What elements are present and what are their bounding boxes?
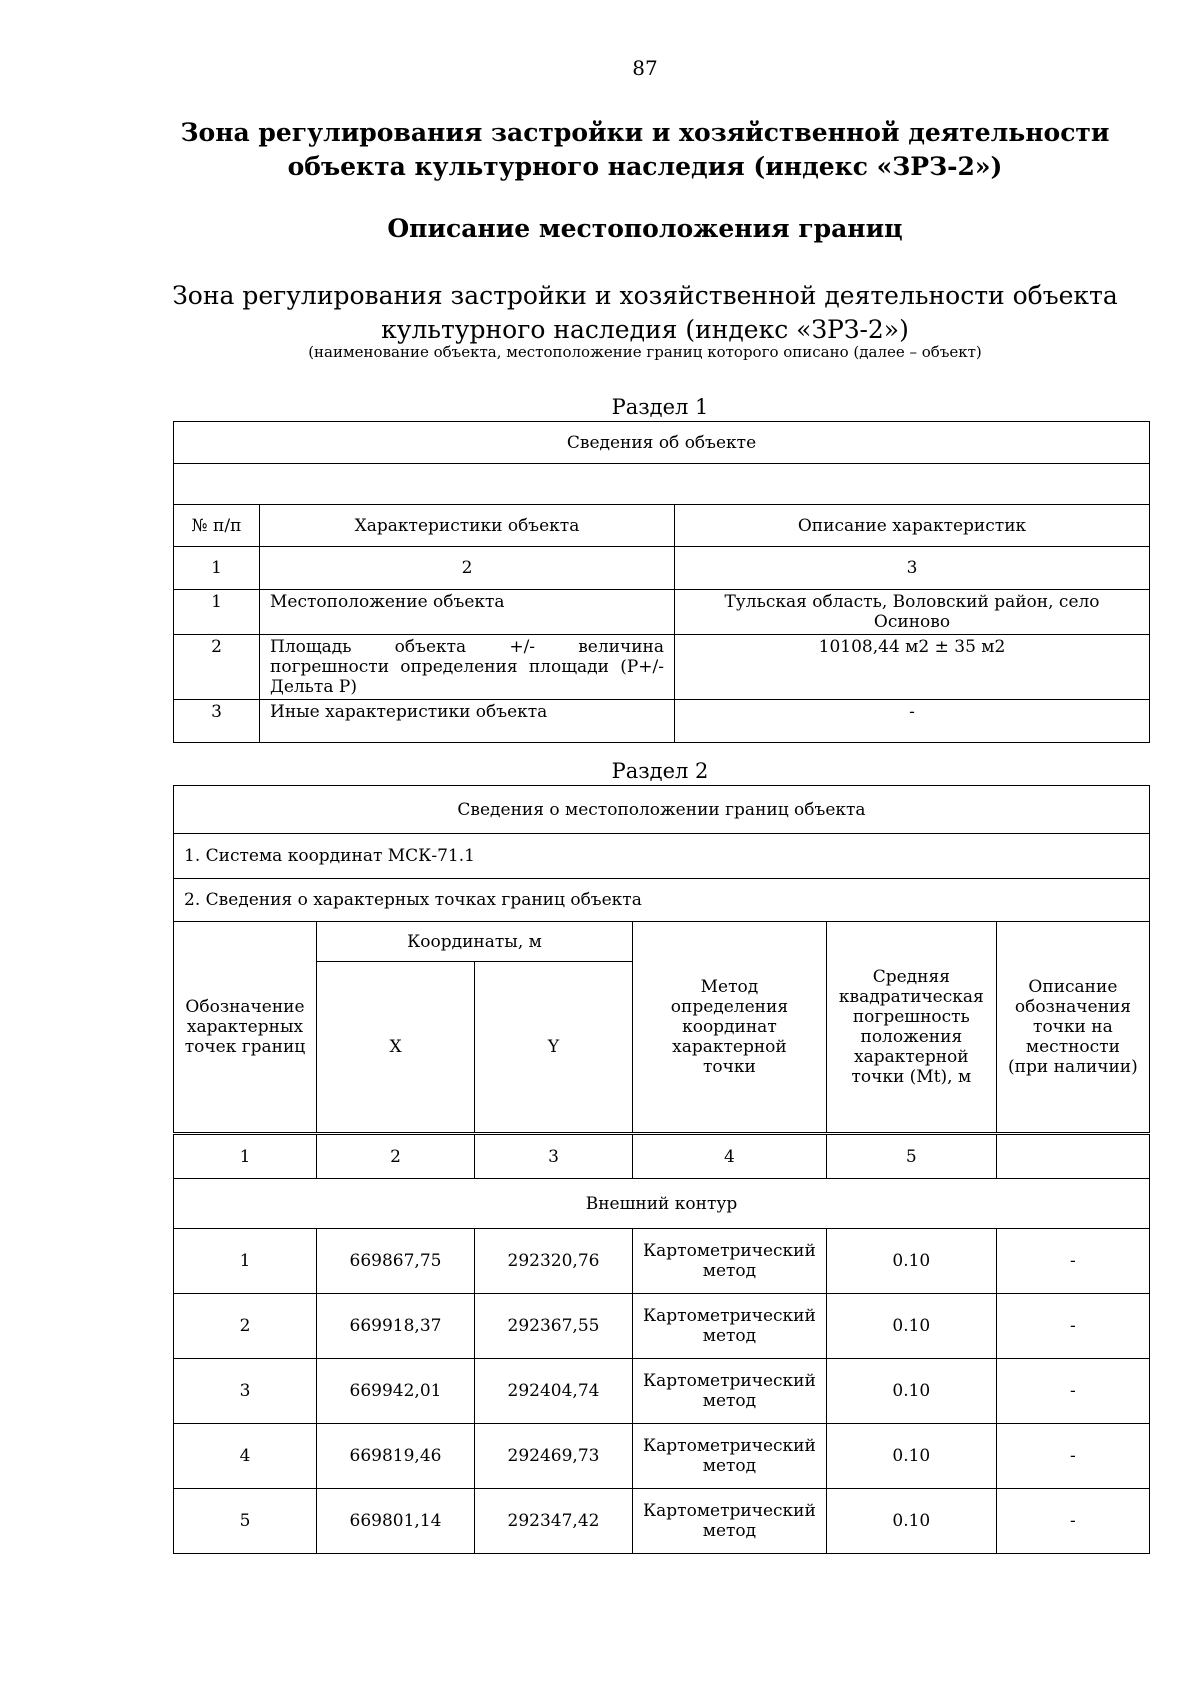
table-row: [174, 1489, 1150, 1554]
contour-label: Внешний контур: [174, 1179, 1150, 1229]
document-title: Зона регулирования застройки и хозяйственной деятельности объекта культурного наследия (индекс «ЗРЗ-2»): [180, 118, 1110, 181]
point-method: Картометрический метод: [633, 1294, 827, 1359]
point-method: Картометрический метод: [633, 1424, 827, 1489]
object-name: Зона регулирования застройки и хозяйственной деятельности объекта культурного наследия (индекс «ЗРЗ-2»): [172, 281, 1118, 344]
section1-table-title: Сведения об объекте: [174, 422, 1150, 464]
header-y: Y: [475, 962, 633, 1134]
row-value: -: [675, 700, 1150, 743]
point-description: -: [996, 1294, 1149, 1359]
point-method: Картометрический метод: [633, 1229, 827, 1294]
point-description: -: [996, 1489, 1149, 1554]
col-num: 3: [475, 1134, 633, 1179]
col-num: 5: [826, 1134, 996, 1179]
empty-row: [174, 464, 1150, 505]
coord-system: 1. Система координат МСК-71.1: [174, 834, 1150, 879]
header-x: X: [317, 962, 475, 1134]
point-x: 669819,46: [317, 1424, 475, 1489]
header-description: Описание характеристик: [675, 505, 1150, 547]
row-name: Иные характеристики объекта: [260, 700, 675, 743]
header-coords: Координаты, м: [317, 922, 633, 962]
table-row: [174, 1294, 1150, 1359]
col-num: 1: [174, 1134, 317, 1179]
col-num: [996, 1134, 1149, 1179]
point-id: 5: [174, 1489, 317, 1554]
table-row: [174, 635, 1150, 700]
table-row: [174, 1424, 1150, 1489]
row-value: 10108,44 м2 ± 35 м2: [675, 635, 1150, 700]
point-x: 669918,37: [317, 1294, 475, 1359]
header-num: № п/п: [174, 505, 260, 547]
point-error: 0.10: [826, 1229, 996, 1294]
document-subtitle: Описание местоположения границ: [387, 214, 903, 243]
header-error: Средняя квадратическая погрешность положения характерной точки (Mt), м: [826, 922, 996, 1134]
point-description: -: [996, 1359, 1149, 1424]
header-method: Метод определения координат характерной точки: [633, 922, 827, 1134]
row-num: 2: [174, 635, 260, 700]
row-name: Площадь объекта +/- величина погрешности определения площади (P+/- Дельта P): [260, 635, 675, 700]
section2-table-title: Сведения о местоположении границ объекта: [174, 786, 1150, 834]
section2-label: Раздел 2: [611, 759, 709, 783]
header-description-index: 3: [675, 547, 1150, 590]
row-num: 1: [174, 590, 260, 635]
point-y: 292469,73: [475, 1424, 633, 1489]
row-value: Тульская область, Воловский район, село Осиново: [675, 590, 1150, 635]
point-method: Картометрический метод: [633, 1489, 827, 1554]
point-error: 0.10: [826, 1424, 996, 1489]
point-error: 0.10: [826, 1359, 996, 1424]
object-note: (наименование объекта, местоположение границ которого описано (далее – объект): [308, 343, 982, 361]
col-num: 4: [633, 1134, 827, 1179]
row-name: Местоположение объекта: [260, 590, 675, 635]
table-row: [174, 1229, 1150, 1294]
point-error: 0.10: [826, 1489, 996, 1554]
points-title: 2. Сведения о характерных точках границ объекта: [174, 879, 1150, 922]
page-number: 87: [632, 56, 658, 80]
point-y: 292347,42: [475, 1489, 633, 1554]
point-id: 4: [174, 1424, 317, 1489]
header-point-description: Описание обозначения точки на местности (при наличии): [996, 922, 1149, 1134]
point-method: Картометрический метод: [633, 1359, 827, 1424]
point-id: 2: [174, 1294, 317, 1359]
point-id: 1: [174, 1229, 317, 1294]
point-x: 669867,75: [317, 1229, 475, 1294]
point-description: -: [996, 1229, 1149, 1294]
point-x: 669942,01: [317, 1359, 475, 1424]
section1-label: Раздел 1: [611, 395, 709, 419]
object-info-table: [173, 421, 1150, 743]
table-row: [174, 1359, 1150, 1424]
point-y: 292367,55: [475, 1294, 633, 1359]
row-num: 3: [174, 700, 260, 743]
point-y: 292320,76: [475, 1229, 633, 1294]
table-row: [174, 700, 1150, 743]
point-description: -: [996, 1424, 1149, 1489]
point-id: 3: [174, 1359, 317, 1424]
header-num-index: 1: [174, 547, 260, 590]
table-row: [174, 590, 1150, 635]
point-x: 669801,14: [317, 1489, 475, 1554]
point-y: 292404,74: [475, 1359, 633, 1424]
col-num: 2: [317, 1134, 475, 1179]
header-characteristic-index: 2: [260, 547, 675, 590]
header-designation: Обозначение характерных точек границ: [174, 922, 317, 1134]
point-error: 0.10: [826, 1294, 996, 1359]
boundary-points-table: [173, 785, 1150, 1554]
header-characteristic: Характеристики объекта: [260, 505, 675, 547]
